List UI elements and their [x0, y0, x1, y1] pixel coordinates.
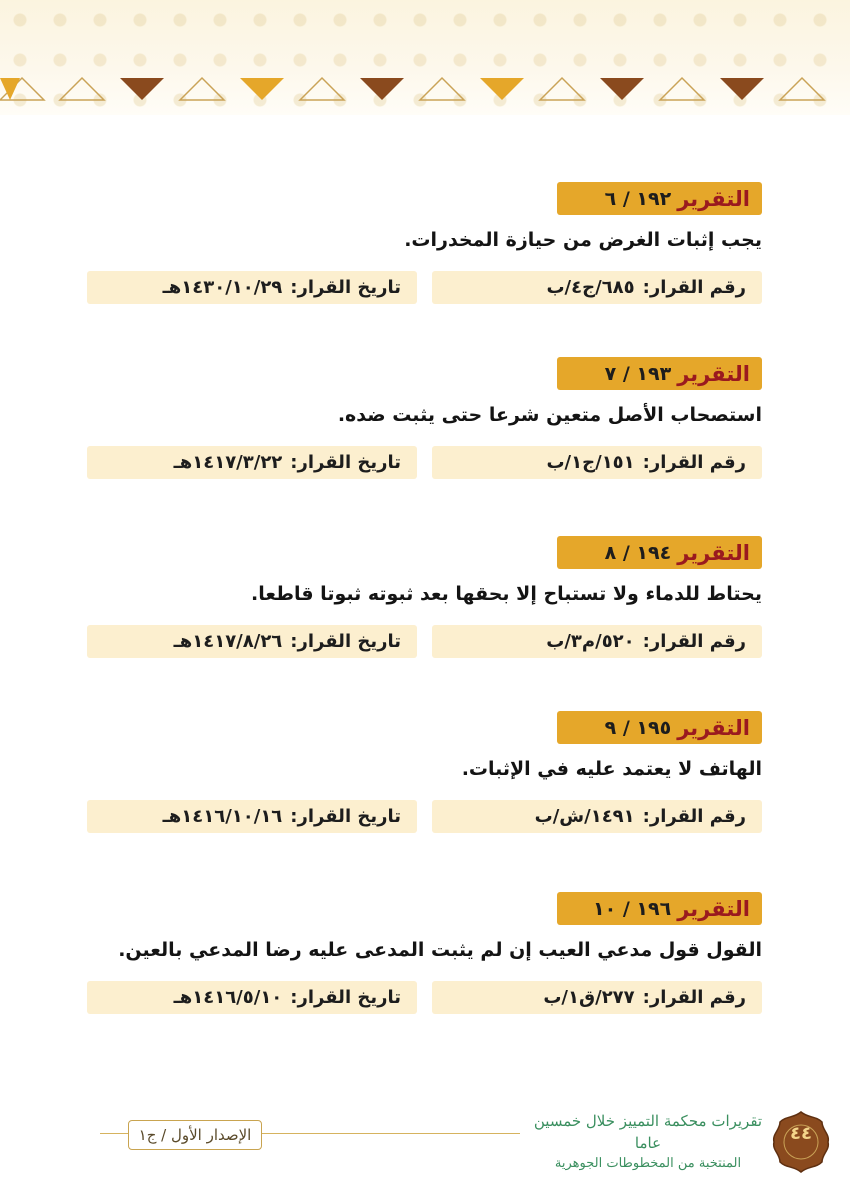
decision-date-value: ١٤٣٠/١٠/٢٩هـ [162, 277, 283, 298]
edition-label: الإصدار الأول / ج١ [128, 1120, 262, 1150]
triangle-border-ornament [0, 70, 850, 104]
report-title-number: ١٩٢ / ٦ [604, 187, 672, 210]
decision-date-box [87, 981, 417, 1014]
report-title-tag [557, 357, 762, 390]
decision-number-box [432, 981, 762, 1014]
decision-date-box [87, 625, 417, 658]
report-rule-text: الهاتف لا يعتمد عليه في الإثبات. [461, 758, 762, 780]
decision-date-box [87, 800, 417, 833]
book-title-line2: المنتخبة من المخطوطات الجوهرية [554, 1156, 742, 1171]
report-entry [87, 357, 762, 482]
decision-number-label: رقم القرار: [642, 631, 746, 652]
report-title-tag [557, 711, 762, 744]
decision-number-value: ٥٢٠/م٣/ب [546, 631, 635, 652]
decision-number-label: رقم القرار: [642, 452, 746, 473]
report-entry [87, 892, 762, 1017]
decision-number-box [432, 800, 762, 833]
report-entry [87, 536, 762, 661]
decision-number-box [432, 271, 762, 304]
decision-date-value: ١٤١٧/٨/٢٦هـ [173, 631, 283, 652]
decision-date-label: تاريخ القرار: [290, 277, 401, 298]
decision-number-value: ٦٨٥/ج٤/ب [546, 277, 635, 298]
page-number: ٤٤ [790, 1123, 812, 1144]
decision-number-value: ١٥١/ج١/ب [546, 452, 635, 473]
report-title-word: التقرير [677, 715, 750, 740]
report-title-number: ١٩٣ / ٧ [604, 362, 672, 385]
decision-number-box [432, 446, 762, 479]
report-entry [87, 711, 762, 836]
report-rule-text: يحتاط للدماء ولا تستباح إلا بحقها بعد ثبوته ثبوتا قاطعا. [251, 583, 762, 605]
decision-date-value: ١٤١٧/٣/٢٢هـ [173, 452, 283, 473]
decision-number-value: ١٤٩١/ش/ب [534, 806, 635, 827]
report-rule-text: استصحاب الأصل متعين شرعا حتى يثبت ضده. [337, 404, 762, 426]
report-title-tag [557, 536, 762, 569]
report-title-word: التقرير [677, 896, 750, 921]
decision-date-label: تاريخ القرار: [290, 631, 401, 652]
report-title-word: التقرير [677, 540, 750, 565]
report-entry [87, 182, 762, 307]
book-title-line1: تقريرات محكمة التمييز خلال خمسين عاما [533, 1112, 763, 1152]
report-rule-text: يجب إثبات الغرض من حيازة المخدرات. [404, 229, 762, 251]
report-title-number: ١٩٦ / ١٠ [593, 897, 672, 920]
decision-number-label: رقم القرار: [642, 806, 746, 827]
report-title-word: التقرير [677, 361, 750, 386]
decision-number-label: رقم القرار: [642, 987, 746, 1008]
decision-date-label: تاريخ القرار: [290, 987, 401, 1008]
report-title-number: ١٩٤ / ٨ [604, 541, 672, 564]
decision-date-box [87, 446, 417, 479]
book-title-calligraphy [528, 1110, 768, 1170]
report-title-tag [557, 182, 762, 215]
report-title-tag [557, 892, 762, 925]
decorative-header [0, 0, 850, 115]
report-title-number: ١٩٥ / ٩ [604, 716, 672, 739]
decision-number-box [432, 625, 762, 658]
decision-number-value: ٢٧٧/ق١/ب [543, 987, 635, 1008]
decision-date-label: تاريخ القرار: [290, 452, 401, 473]
report-rule-text: القول قول مدعي العيب إن لم يثبت المدعى عليه رضا المدعي بالعين. [118, 939, 762, 961]
decision-date-box [87, 271, 417, 304]
decision-date-value: ١٤١٦/٥/١٠هـ [173, 987, 283, 1008]
decision-date-label: تاريخ القرار: [290, 806, 401, 827]
report-title-word: التقرير [677, 186, 750, 211]
decision-date-value: ١٤١٦/١٠/١٦هـ [162, 806, 283, 827]
decision-number-label: رقم القرار: [642, 277, 746, 298]
